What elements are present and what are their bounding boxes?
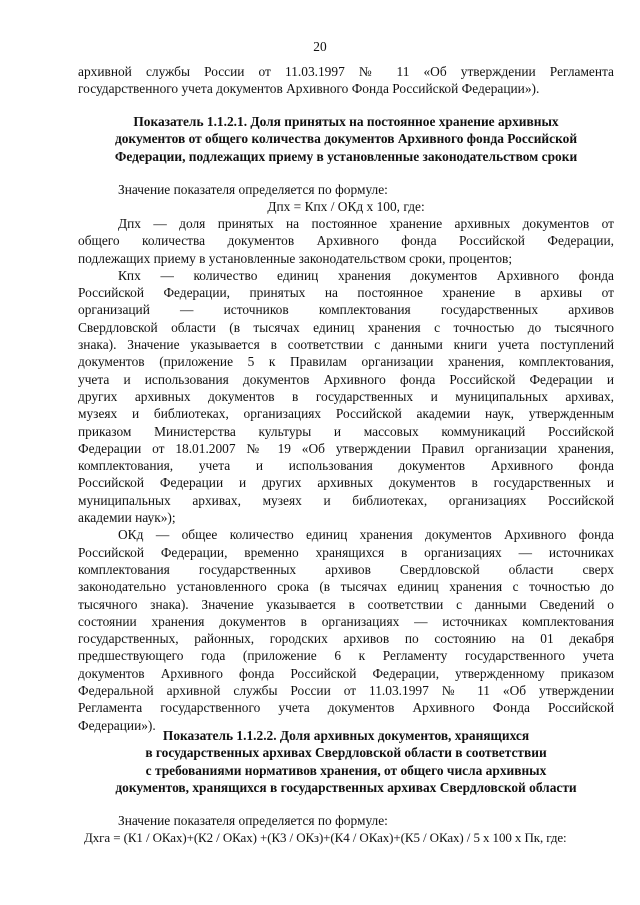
- text-line: Свердловской области (в тысячах единиц хранения с точностью до тысячного: [78, 319, 614, 335]
- text-line: общего количества документов Архивного фонда Российской Федерации,: [78, 233, 614, 249]
- text-line: приказом Министерства культуры и массовых коммуникаций Российской: [78, 423, 614, 439]
- text-line: Российской Федерации и других архивных документов в государственных и: [78, 475, 614, 491]
- text-line: Регламента государственного учета документов Архивного Фонда Российской: [78, 700, 614, 716]
- section-heading-2: [78, 727, 614, 796]
- text-line: тысячного знака). Значение указывается в соответствии с данными Сведений о: [78, 596, 614, 612]
- intro-paragraph: [78, 63, 614, 98]
- text-line: Дпх — доля принятых на постоянное хранение архивных документов от: [118, 216, 614, 231]
- text-line: документов Архивного фонда Российской Федерации, утвержденному приказом: [78, 665, 614, 681]
- text-line: комплектования, учета и использования документов Архивного фонда: [78, 458, 614, 474]
- definitions-block-1: [78, 215, 614, 734]
- text-line: документов (приложение 5 к Правилам организации хранения, комплектования,: [78, 354, 614, 370]
- text-line: государственного учета документов Архивного Фонда Российской Федерации»).: [78, 81, 540, 97]
- text-line: государственных, районных, городских архивов по состоянию на 01 декабря: [78, 631, 614, 647]
- heading-line: Показатель 1.1.2.1. Доля принятых на постоянное хранение архивных: [133, 114, 559, 129]
- formula-block-2: [78, 812, 614, 847]
- text-line: ОКд — общее количество единиц хранения документов Архивного фонда: [118, 527, 614, 543]
- text-line: Кпх — количество единиц хранения документов Архивного фонда: [118, 267, 614, 283]
- text-line: подлежащих приему в установленные законодательством сроки, процентов;: [78, 250, 513, 266]
- heading-line: с требованиями нормативов хранения, от общего числа архивных: [145, 762, 547, 778]
- text-line: комплектования государственных архивов Свердловской области сверх: [78, 561, 614, 577]
- heading-line: в государственных архивах Свердловской области в соответствии: [145, 745, 547, 761]
- text-line: Российской Федерации, принятых на постоянное хранение в архивы от: [78, 285, 614, 301]
- formula-block-1: [78, 181, 614, 216]
- text-line: законодательно установленного срока (в тысячах единиц хранения с точностью до: [78, 579, 614, 595]
- heading-line: документов, хранящихся в государственных архивах Свердловской области: [115, 779, 577, 795]
- formula: Дхга = (К1 / ОКах)+(К2 / ОКах) +(К3 / ОКз)+(К4 / ОКах)+(К5 / ОКах) / 5 х 100 х Пк, где:: [84, 830, 567, 846]
- text-line: Российской Федерации, временно хранящихся в организациях — источниках: [78, 544, 614, 560]
- heading-line: документов от общего количества документов Архивного фонда Российской: [114, 131, 578, 147]
- text-line: состоянии хранения документов в организациях — источниках комплектования: [78, 613, 614, 629]
- text-line: предшествующего года (приложение 6 к Регламенту государственного учета: [78, 648, 614, 664]
- text-line: знака). Значение указывается в соответствии с данными книги учета поступлений: [78, 337, 614, 353]
- text-line: архивной службы России от 11.03.1997 № 11 «Об утверждении Регламента: [78, 64, 614, 79]
- section-heading-1: [78, 113, 614, 165]
- text-line: Федерации»).: [78, 717, 156, 733]
- heading-line: Федерации, подлежащих приему в установленные законодательством сроки: [114, 148, 578, 164]
- heading-line: Показатель 1.1.2.2. Доля архивных документов, хранящихся: [162, 728, 530, 743]
- text-line: других архивных документов в государственных и муниципальных архивах,: [78, 388, 614, 404]
- text-line: организаций — источников комплектования государственных архивов: [78, 302, 614, 318]
- text-line: учета и использования документов Архивного фонда Российской Федерации и: [78, 371, 614, 387]
- formula-intro: Значение показателя определяется по формуле:: [118, 813, 388, 828]
- formula-intro: Значение показателя определяется по формуле:: [118, 182, 388, 197]
- text-line: муниципальных архивах, музеях и библиотеках, организациях Российской: [78, 492, 614, 508]
- page-number: 20: [313, 39, 327, 54]
- text-line: Федеральной архивной службы России от 11.03.1997 № 11 «Об утверждении: [78, 683, 614, 699]
- formula: Дпх = Кпх / ОКд х 100, где:: [267, 199, 425, 215]
- text-line: музеях и библиотеках, организациях Российской академии наук, утвержденным: [78, 406, 614, 422]
- text-line: Федерации от 18.01.2007 № 19 «Об утверждении Правил организации хранения,: [78, 440, 614, 456]
- text-line: академии наук»);: [78, 510, 176, 526]
